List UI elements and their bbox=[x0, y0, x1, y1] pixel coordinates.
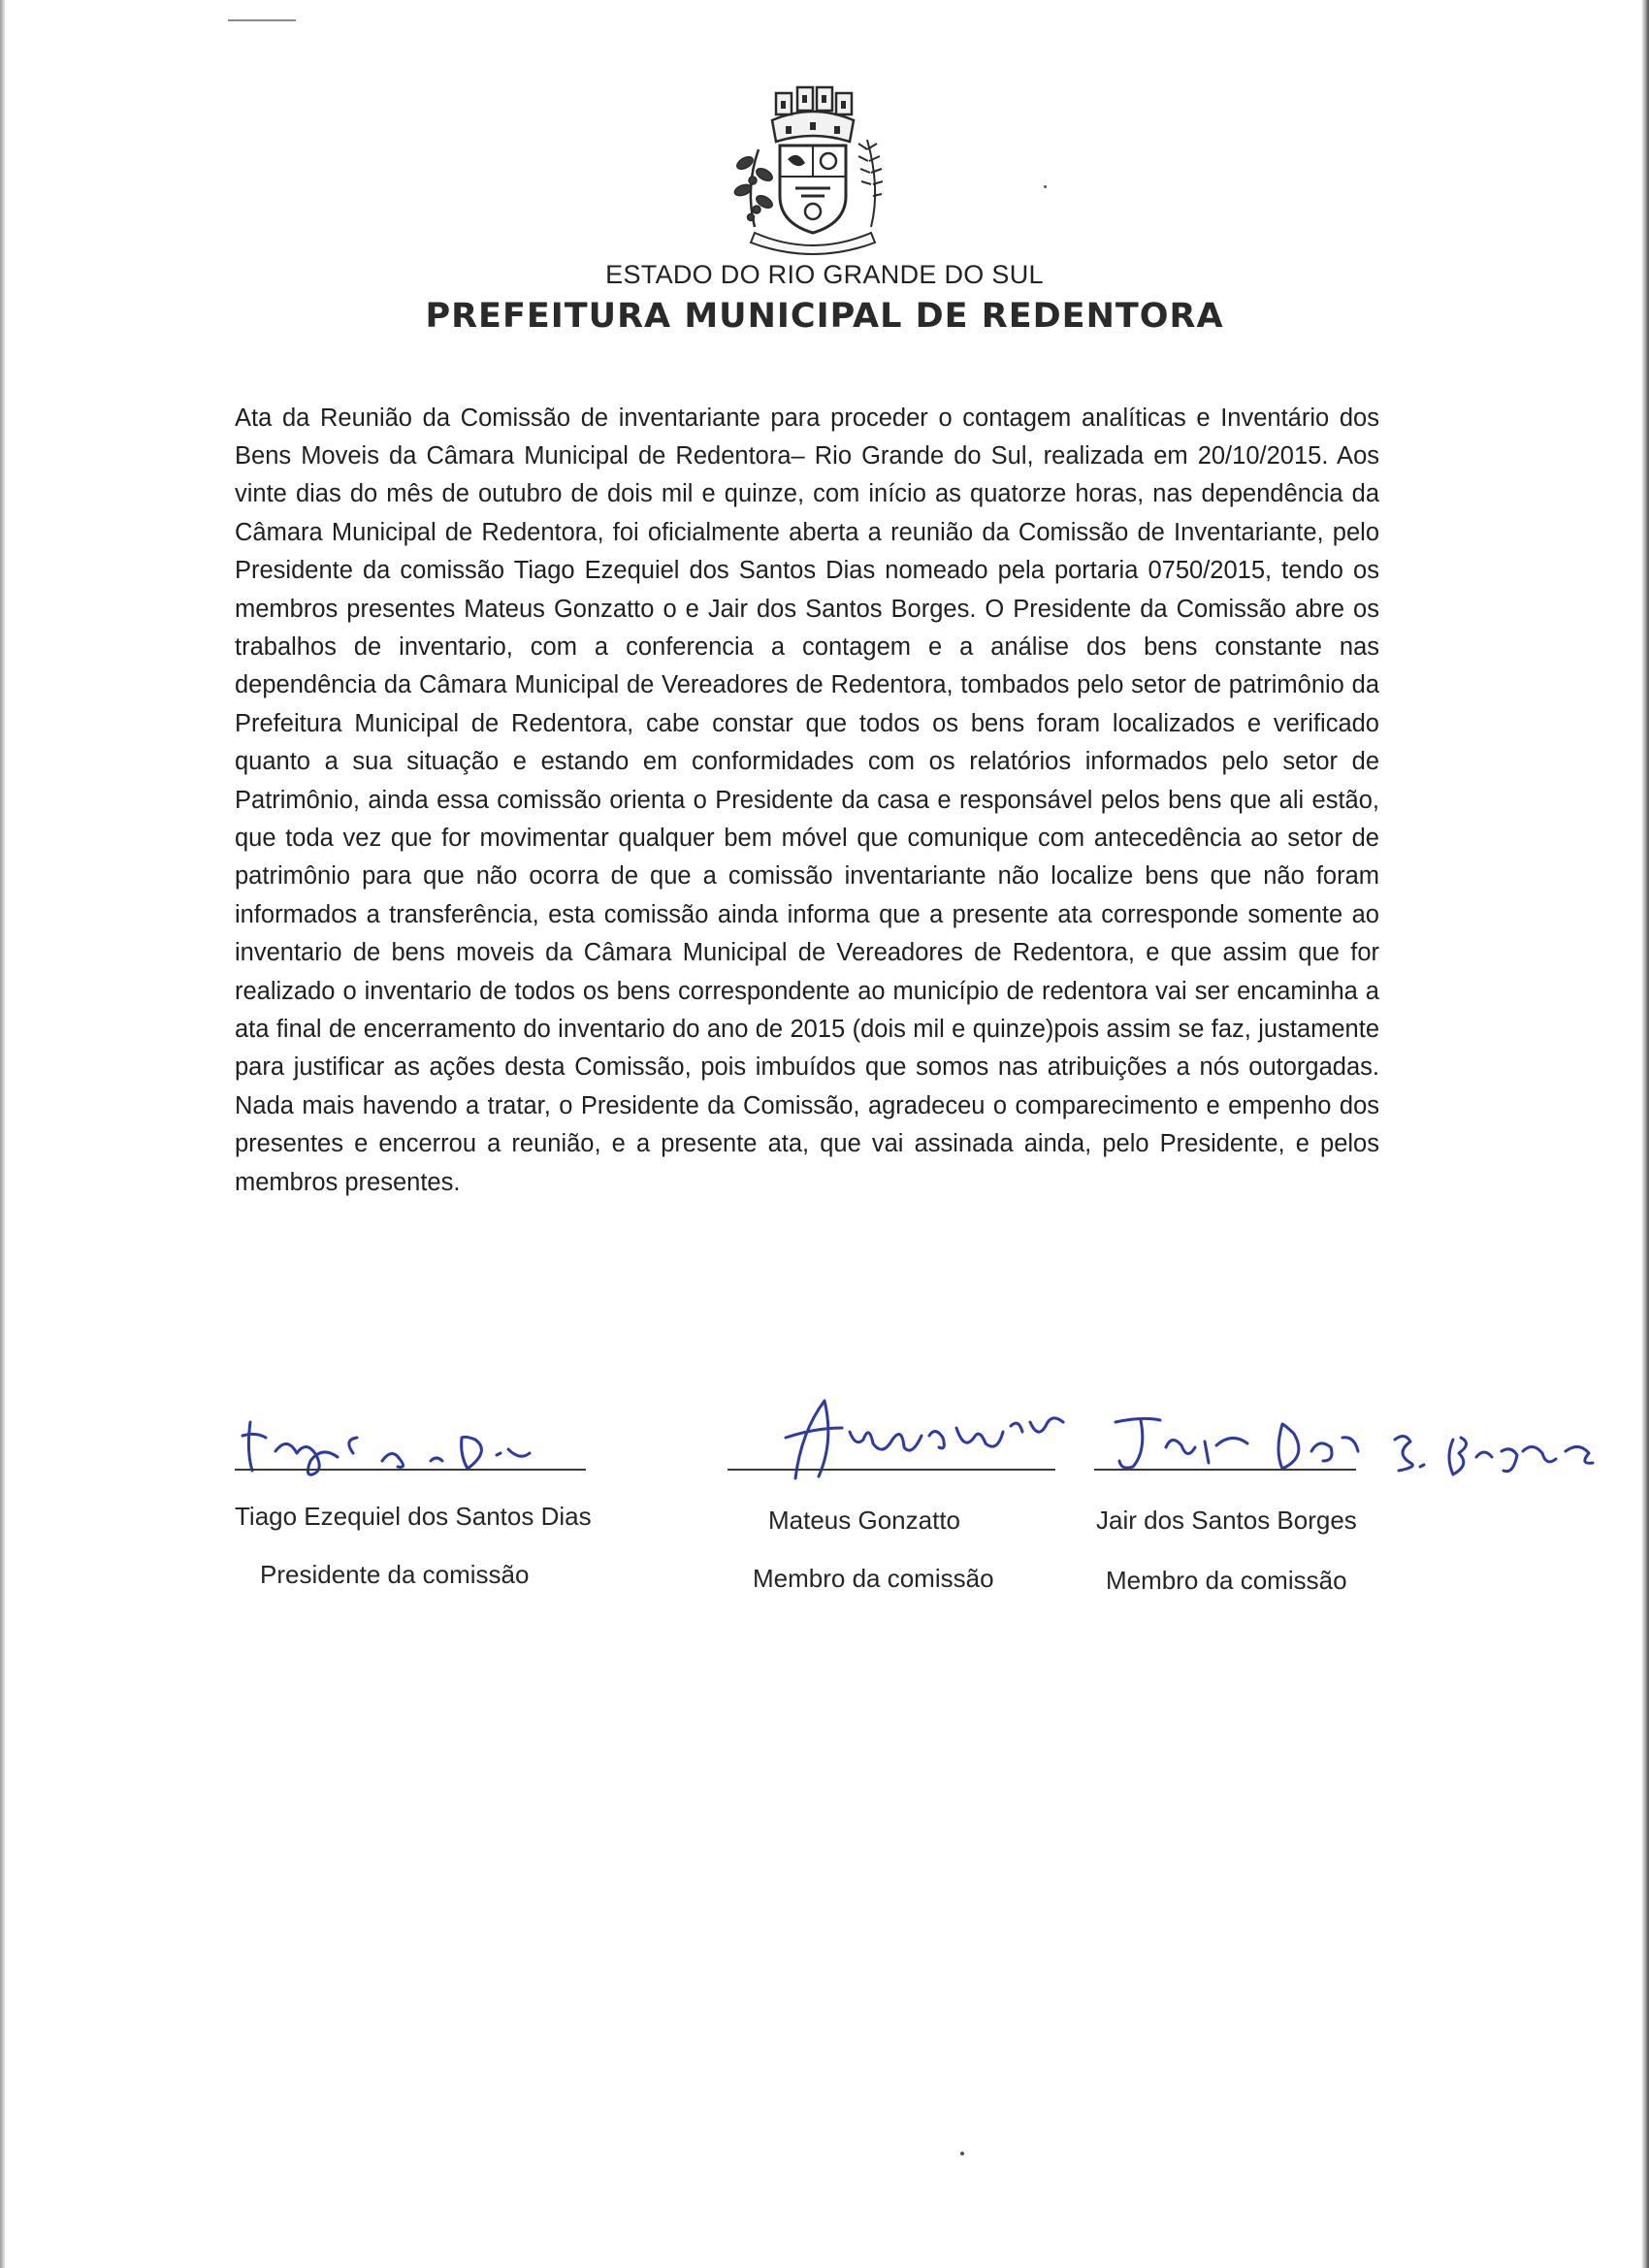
handwritten-signature-2 bbox=[757, 1383, 1106, 1490]
state-header: ESTADO DO RIO GRANDE DO SUL bbox=[605, 260, 1044, 289]
signature-line-1 bbox=[235, 1469, 586, 1471]
signatory-name-3: Jair dos Santos Borges bbox=[1096, 1506, 1357, 1535]
scan-mark bbox=[228, 19, 296, 21]
scan-speck bbox=[1044, 185, 1047, 188]
signature-line-2 bbox=[728, 1469, 1055, 1471]
signatory-name-1: Tiago Ezequiel dos Santos Dias bbox=[235, 1502, 592, 1531]
page-edge-left bbox=[0, 0, 5, 2268]
municipal-crest-icon bbox=[716, 81, 910, 256]
handwritten-signature-3 bbox=[1104, 1403, 1647, 1490]
signatory-role-3: Membro da comissão bbox=[1106, 1566, 1347, 1595]
scan-speck bbox=[960, 2152, 964, 2155]
page-edge-right bbox=[1641, 0, 1649, 2268]
signature-line-3 bbox=[1094, 1469, 1356, 1471]
page-title: PREFEITURA MUNICIPAL DE REDENTORA bbox=[425, 297, 1224, 336]
signatory-role-2: Membro da comissão bbox=[753, 1564, 994, 1593]
signatory-role-1: Presidente da comissão bbox=[260, 1560, 530, 1589]
meeting-minutes-text: Ata da Reunião da Comissão de inventariante para proceder o contagem analíticas e Inventário dos Bens Moveis da Câmara Municipal de Redentora– Rio Grande do Sul, realizada em 20/10/2015. Aos vinte dias do mês de outubro de dois mil e quinze, com início as quatorze horas, nas dependência da Câmara Municipal de Redentora, foi oficialmente aberta a reunião da Comissão de Inventariante, pelo Presidente da comissão Tiago Ezequiel dos Santos Dias nomeado pela portaria 0750/2015, tendo os membros presentes Mateus Gonzatto o e Jair dos Santos Borges. O Presidente da Comissão abre os trabalhos de inventario, com a conferencia a contagem e a análise dos bens constante nas dependência da Câmara Municipal de Vereadores de Redentora, tombados pelo setor de patrimônio da Prefeitura Municipal de Redentora, cabe constar que todos os bens foram localizados e verificado quanto a sua situação e estando em conformidades com os relatórios informados pelo setor de Patrimônio, ainda essa comissão orienta o Presidente da casa e responsável pelos bens que ali estão, que toda vez que for movimentar qualquer bem móvel que comunique com antecedência ao setor de patrimônio para que não ocorra de que a comissão inventariante não localize bens que não foram informados a transferência, esta comissão ainda informa que a presente ata corresponde somente ao inventario de bens moveis da Câmara Municipal de Vereadores de Redentora, e que assim que for realizado o inventario de todos os bens correspondente ao município de redentora vai ser encaminha a ata final de encerramento do inventario do ano de 2015 (dois mil e quinze)pois assim se faz, justamente para justificar as ações desta Comissão, pois imbuídos que somos nas atribuições a nós outorgadas. Nada mais havendo a tratar, o Presidente da Comissão, agradeceu o comparecimento e empenho dos presentes e encerrou a reunião, e a presente ata, que vai assinada ainda, pelo Presidente, e pelos membros presentes. bbox=[235, 404, 1379, 1196]
signatory-name-2: Mateus Gonzatto bbox=[768, 1506, 960, 1535]
